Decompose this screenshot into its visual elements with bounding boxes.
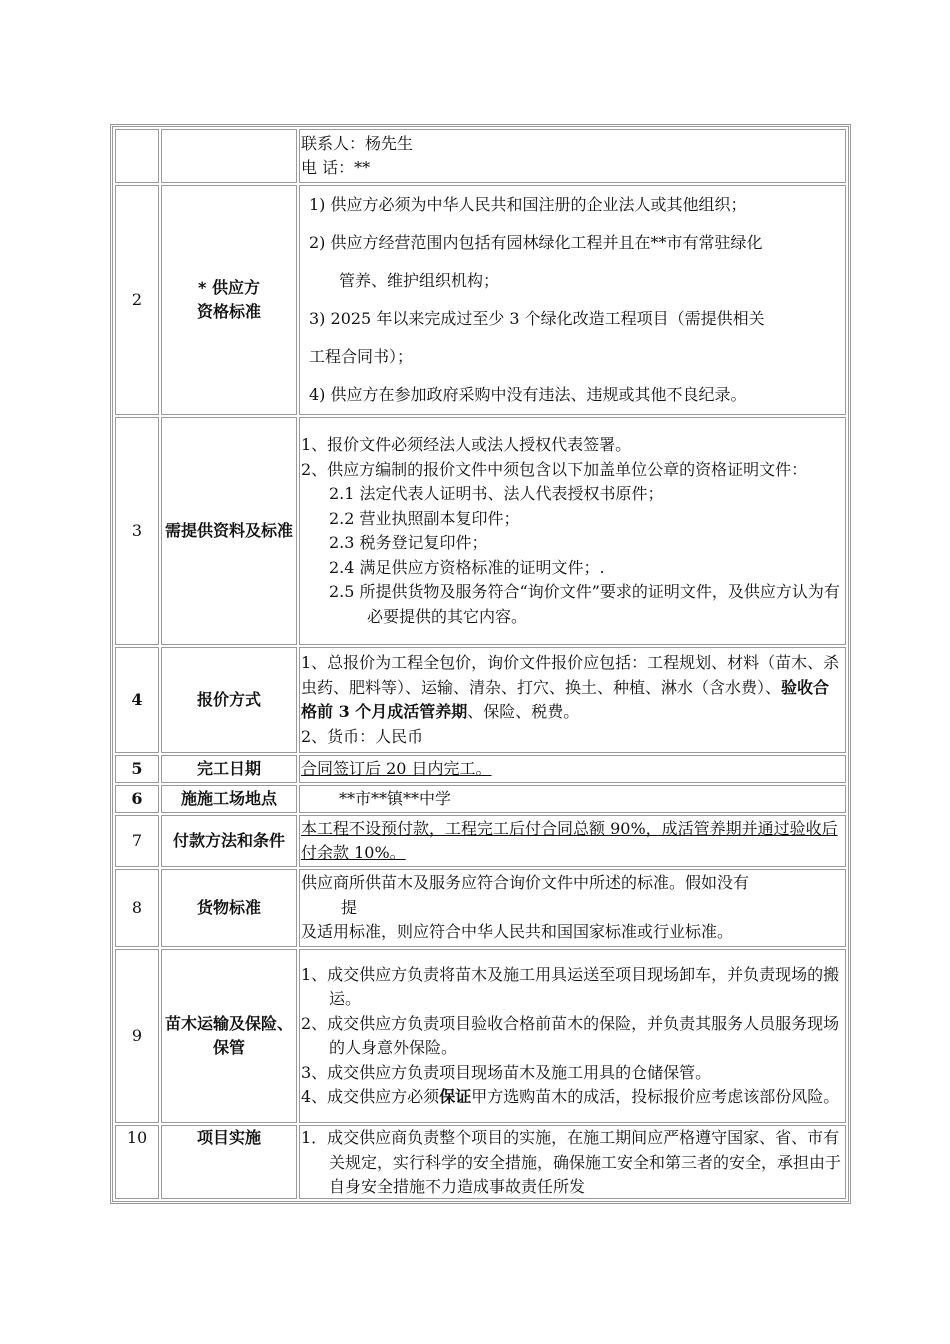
row-content bbox=[299, 417, 846, 645]
row-number: 10 bbox=[115, 1125, 159, 1199]
row-label-line: * 供应方 bbox=[198, 278, 260, 297]
table-row-quotation bbox=[115, 647, 846, 753]
table-row-completion bbox=[115, 755, 846, 783]
transport-item: 1、成交供应方负责将苗木及施工用具运送至项目现场卸车，并负责现场的搬运。 bbox=[301, 964, 840, 1008]
row-label: 完工日期 bbox=[161, 755, 297, 783]
row-number: 3 bbox=[115, 417, 159, 645]
row-label: 项目实施 bbox=[161, 1125, 297, 1199]
row-label: 施施工场地点 bbox=[161, 785, 297, 813]
row-label-line: 资格标准 bbox=[196, 302, 261, 321]
table-row-contact bbox=[115, 129, 846, 183]
transport-item: 2、成交供应方负责项目验收合格前苗木的保险，并负责其服务人员服务现场的人身意外保险。 bbox=[301, 1013, 840, 1057]
table-row-transport bbox=[115, 949, 846, 1123]
row-content bbox=[299, 129, 846, 183]
row-label: 苗木运输及保险、保管 bbox=[161, 949, 297, 1123]
payment-terms-text: 本工程不设预付款，工程完工后付合同总额 90%，成活管养期并通过验收后付余款 10%。 bbox=[301, 818, 838, 862]
transport-item: 3、成交供应方负责项目现场苗木及施工用具的仓储保管。 bbox=[301, 1062, 712, 1082]
contact-person: 联系人：杨先生 bbox=[301, 133, 414, 153]
document-subitem: 2.3 税务登记复印件； bbox=[329, 533, 488, 552]
requirement-item-cont: 管养、维护组织机构； bbox=[339, 271, 500, 290]
implementation-clip bbox=[301, 1126, 844, 1198]
row-content bbox=[299, 1125, 846, 1199]
row-label bbox=[161, 185, 297, 415]
row-label bbox=[161, 129, 297, 183]
document-subitem: 2.2 营业执照副本复印件； bbox=[329, 508, 520, 528]
document-subitem: 2.1 法定代表人证明书、法人代表授权书原件； bbox=[329, 484, 664, 503]
standard-line: 及适用标准，则应符合中华人民共和国国家标准或行业标准。 bbox=[301, 922, 734, 942]
table-row-payment bbox=[115, 815, 846, 867]
completion-date-text: 合同签订后 20 日内完工。 bbox=[301, 758, 492, 778]
row-number: 5 bbox=[115, 755, 159, 783]
row-number: 6 bbox=[115, 785, 159, 813]
table-row-site bbox=[115, 785, 846, 813]
row-content bbox=[299, 815, 846, 867]
document-item: 2、供应方编制的报价文件中须包含以下加盖单位公章的资格证明文件： bbox=[301, 459, 808, 479]
quotation-emphasis: 验收合格前 3 个月成活管养期 bbox=[301, 677, 830, 721]
row-label: 货物标准 bbox=[161, 869, 297, 947]
row-number: 7 bbox=[115, 815, 159, 867]
requirement-item: 4) 供应方在参加政府采购中没有违法、违规或其他不良纪录。 bbox=[309, 385, 747, 404]
row-content bbox=[299, 785, 846, 813]
contact-phone: 电 话：** bbox=[301, 158, 371, 177]
row-label: 需提供资料及标准 bbox=[161, 417, 297, 645]
standard-line: 供应商所供苗木及服务应符合询价文件中所述的标准。假如没有 bbox=[301, 873, 750, 893]
requirement-item: 3) 2025 年以来完成过至少 3 个绿化改造工程项目（需提供相关 bbox=[309, 309, 765, 328]
row-label: 报价方式 bbox=[161, 647, 297, 753]
transport-item bbox=[301, 1085, 844, 1110]
standard-line: 提 bbox=[341, 897, 358, 917]
row-content bbox=[299, 185, 846, 415]
row-number: 2 bbox=[115, 185, 159, 415]
requirement-item-cont: 工程合同书）； bbox=[309, 347, 414, 366]
requirements-table bbox=[110, 124, 851, 1204]
requirement-item: 1) 供应方必须为中华人民共和国注册的企业法人或其他组织； bbox=[309, 195, 747, 214]
currency-item: 2、货币：人民币 bbox=[301, 726, 424, 746]
requirement-item: 2) 供应方经营范围内包括有园林绿化工程并且在**市有常驻绿化 bbox=[309, 233, 763, 252]
quotation-text-end: 、保险、税费。 bbox=[467, 702, 580, 721]
document-item: 1、报价文件必须经法人或法人授权代表签署。 bbox=[301, 435, 632, 454]
row-content bbox=[299, 949, 846, 1123]
table-row-implementation bbox=[115, 1125, 846, 1199]
row-number: 8 bbox=[115, 869, 159, 947]
document-subitem: 2.4 满足供应方资格标准的证明文件；. bbox=[329, 557, 605, 577]
row-number: 4 bbox=[115, 647, 159, 753]
row-number bbox=[115, 129, 159, 183]
transport-item-emphasis: 保证 bbox=[439, 1087, 472, 1106]
row-content bbox=[299, 647, 846, 753]
table-row-qualification bbox=[115, 185, 846, 415]
transport-item-text: 4、成交供应方必须 bbox=[301, 1087, 440, 1106]
site-location-text: **市**镇**中学 bbox=[339, 788, 452, 808]
row-label: 付款方法和条件 bbox=[161, 815, 297, 867]
implementation-item: 1．成交供应商负责整个项目的实施，在施工期间应严格遵守国家、省、市有关规定，实行科学的安全措施，确保施工安全和第三者的安全，承担由于自身安全措施不力造成事故责任所发 bbox=[301, 1128, 842, 1196]
table-row-goods-standard bbox=[115, 869, 846, 947]
transport-item-text-end: 甲方选购苗木的成活，投标报价应考虑该部份风险。 bbox=[471, 1087, 840, 1106]
quotation-text: 1、总报价为工程全包价，询价文件报价应包括：工程规划、材料（苗木、杀虫药、肥料等）、运输、清杂、打穴、换土、种植、淋水（含水费）、 bbox=[301, 653, 840, 697]
row-content bbox=[299, 869, 846, 947]
document-subitem: 2.5 所提供货物及服务符合“询价文件”要求的证明文件，及供应方认为有必要提供的其它内容。 bbox=[329, 582, 840, 626]
table-row-documents bbox=[115, 417, 846, 645]
row-content bbox=[299, 755, 846, 783]
row-number: 9 bbox=[115, 949, 159, 1123]
quotation-item bbox=[301, 651, 844, 725]
